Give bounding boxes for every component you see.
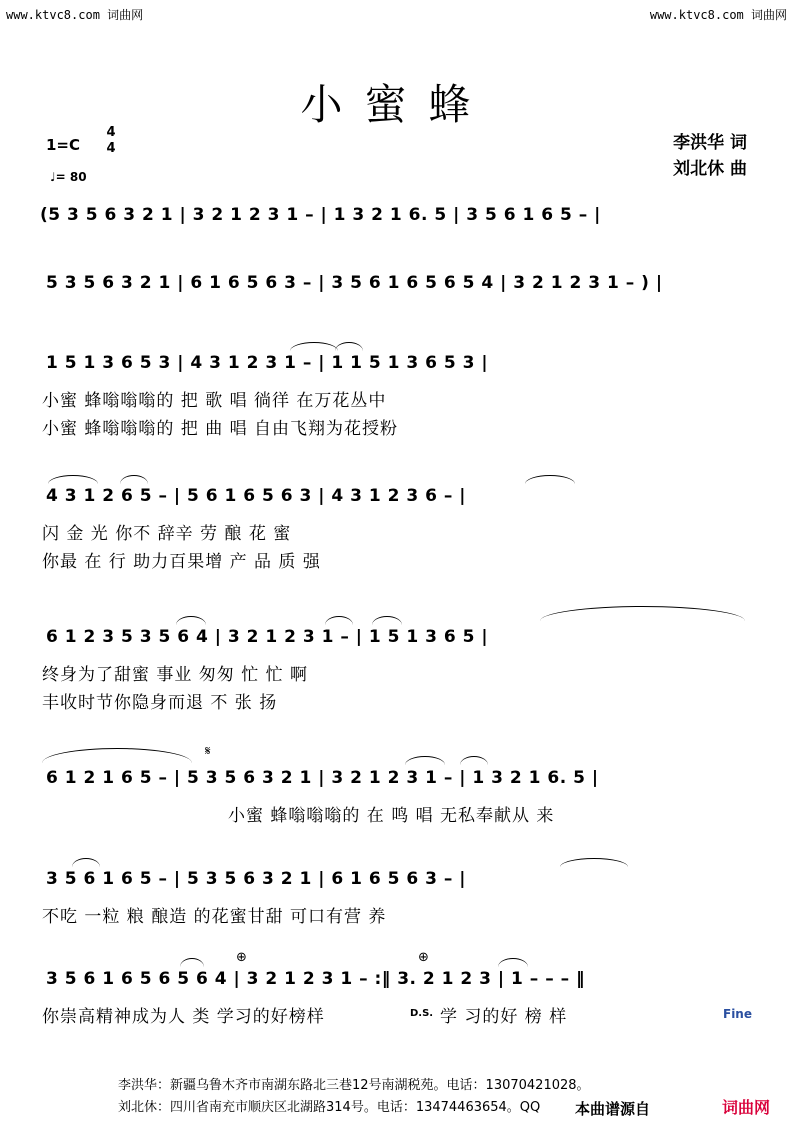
slur [42, 748, 192, 763]
slur [48, 475, 98, 484]
coda-sign: ⊕ [236, 950, 247, 965]
slur [560, 858, 628, 867]
footer-composer-contact: 刘北休：四川省南充市顺庆区北湖路314号。电话：13474463654。QQ [118, 1100, 541, 1115]
lyric-row-5-verse-1: 终身为了甜蜜 事业 匆匆 忙 忙 啊 [42, 665, 309, 685]
segno-sign: 𝄋 [205, 744, 211, 759]
site-logo[interactable]: 词曲网 [722, 1098, 771, 1117]
slur [525, 475, 575, 484]
key-signature: 1=C [46, 136, 81, 154]
time-signature [104, 125, 118, 157]
source-label: 本曲谱源自 [575, 1100, 651, 1118]
score-row-3: 1 5 1 3 6 5 3 | 4 3 1 2 3 1 – | 1 1 5 1 3 6 5 3 | [46, 353, 489, 373]
lyric-row-3-verse-1: 小蜜 蜂嗡嗡嗡的 把 歌 唱 徜徉 在万花丛中 [42, 391, 387, 411]
score-row-7: 3 5 6 1 6 5 – | 5 3 5 6 3 2 1 | 6 1 6 5 6 3 – | [46, 869, 466, 889]
lyric-row-8-verse-1: 你崇高精神成为人 类 学习的好榜样 [42, 1007, 325, 1027]
fine-marking: Fine [723, 1007, 752, 1021]
lyric-row-6-verse-1: 小蜜 蜂嗡嗡嗡的 在 鸣 唱 无私奉献从 来 [228, 806, 555, 826]
lyricist-credit: 李洪华 词 [673, 133, 747, 153]
slur [176, 616, 206, 625]
composer-credit: 刘北休 曲 [673, 159, 747, 179]
score-row-5: 6 1 2 3 5 3 5 6 4 | 3 2 1 2 3 1 – | 1 5 1 3 6 5 | [46, 627, 489, 647]
lyric-row-5-verse-2: 丰收时节你隐身而退 不 张 扬 [42, 693, 278, 713]
score-row-4: 4 3 1 2 6 5 – | 5 6 1 6 5 6 3 | 4 3 1 2 3 6 – | [46, 486, 466, 506]
score-row-1: (5 3 5 6 3 2 1 | 3 2 1 2 3 1 – | 1 3 2 1 6. 5 | 3 5 6 1 6 5 – | [40, 205, 601, 225]
slur [498, 958, 528, 967]
coda-sign: ⊕ [418, 950, 429, 965]
slur [120, 475, 148, 484]
slur [72, 858, 100, 867]
lyric-row-4-verse-2: 你最 在 行 助力百果增 产 品 质 强 [42, 552, 321, 572]
watermark-left: www.ktvc8.com 词曲网 [6, 8, 144, 22]
watermark-right: www.ktvc8.com 词曲网 [649, 8, 787, 22]
slur [325, 616, 353, 625]
lyric-row-8-ending: 学 习的好 榜 样 [440, 1007, 568, 1027]
score-row-2: 5 3 5 6 3 2 1 | 6 1 6 5 6 3 – | 3 5 6 1 6 5 6 5 4 | 3 2 1 2 3 1 – ) | [46, 273, 663, 293]
score-row-6: 6 1 2 1 6 5 – | 5 3 5 6 3 2 1 | 3 2 1 2 3 1 – | 1 3 2 1 6. 5 | [46, 768, 599, 788]
lyric-row-7-verse-1: 不吃 一粒 粮 酿造 的花蜜甘甜 可口有营 养 [42, 907, 387, 927]
lyric-row-4-verse-1: 闪 金 光 你不 辞辛 劳 酿 花 蜜 [42, 524, 292, 544]
slur [460, 756, 488, 765]
slur [335, 342, 363, 351]
slur [372, 616, 402, 625]
song-title: 小蜜蜂 [300, 80, 493, 129]
dal-segno-marking: D.S. [410, 1008, 434, 1019]
slur [180, 958, 204, 967]
slur [290, 342, 338, 351]
time-top: 4 [106, 125, 116, 140]
tempo-marking: ♩= 80 [50, 170, 87, 184]
slur [405, 756, 445, 765]
slur [540, 606, 745, 621]
footer-lyricist-contact: 李洪华：新疆乌鲁木齐市南湖东路北三巷12号南湖税苑。电话：13070421028。 [118, 1078, 590, 1093]
score-row-8: 3 5 6 1 6 5 6 5 6 4 | 3 2 1 2 3 1 – :‖ 3. 2 1 2 3 | 1 – – – ‖ [46, 969, 586, 989]
time-bottom: 4 [106, 141, 116, 156]
lyric-row-3-verse-2: 小蜜 蜂嗡嗡嗡的 把 曲 唱 自由飞翔为花授粉 [42, 419, 399, 439]
